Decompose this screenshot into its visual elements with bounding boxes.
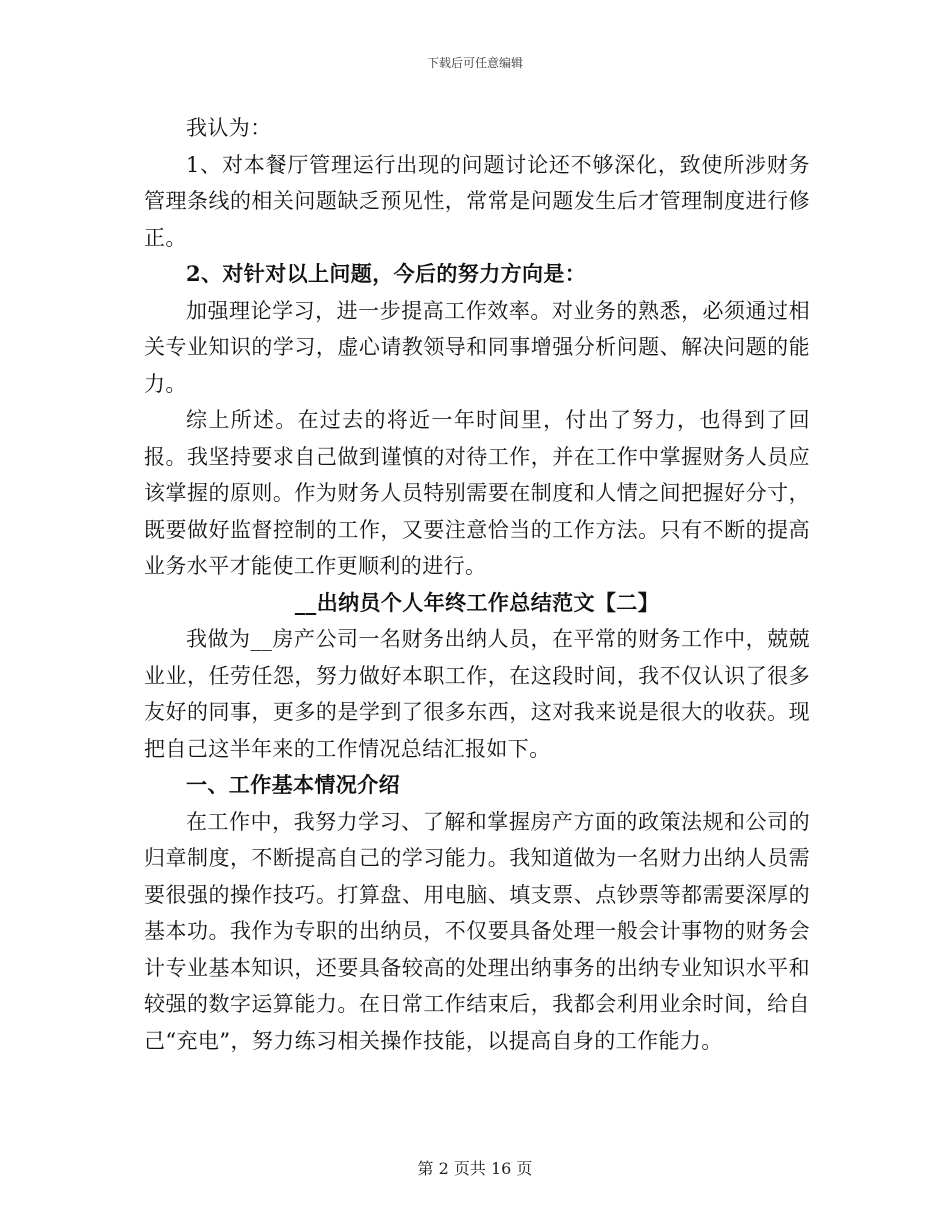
header-note: 下载后可任意编辑 [426, 56, 523, 70]
document-body [144, 110, 810, 1059]
section-title: __出纳员个人年终工作总结范文【二】 [294, 589, 660, 615]
paragraph-issue-1: 1、对本餐厅管理运行出现的问题讨论还不够深化，致使所涉财务管理条线的相关问题缺乏预见性，常常是问题发生后才管理制度进行修正。 [144, 152, 810, 250]
paragraph-improvement: 加强理论学习，进一步提高工作效率。对业务的熟悉，必须通过相关专业知识的学习，虚心请教领导和同事增强分析问题、解决问题的能力。 [144, 298, 810, 396]
paragraph-work-details: 在工作中，我努力学习、了解和掌握房产方面的政策法规和公司的归章制度，不断提高自己的学习能力。我知道做为一名财力出纳人员需要很强的操作技巧。打算盘、用电脑、填支票、点钞票等都需要深厚的基本功。我作为专职的出纳员，不仅要具备处理一般会计事物的财务会计专业基本知识，还要具备较高的处理出纳事务的出纳专业知识水平和较强的数字运算能力。在日常工作结束后，我都会利用业余时间，给自己“充电”，努力练习相关操作技能，以提高自身的工作能力。 [144, 809, 810, 1053]
section-heading-1: 一、工作基本情况介绍 [186, 772, 400, 797]
paragraph-opening: 我做为__房产公司一名财务出纳人员，在平常的财务工作中，兢兢业业，任劳任怨，努力做好本职工作，在这段时间，我不仅认识了很多友好的同事，更多的是学到了很多东西，这对我来说是很大的收获。现把自己这半年来的工作情况总结汇报如下。 [144, 627, 810, 761]
paragraph-intro: 我认为： [186, 116, 272, 140]
page-number: 第 2 页共 16 页 [417, 1159, 533, 1178]
paragraph-issue-2-heading: 2、对针对以上问题，今后的努力方向是： [186, 261, 587, 286]
paragraph-summary: 综上所述。在过去的将近一年时间里，付出了努力，也得到了回报。我坚持要求自己做到谨慎的对待工作，并在工作中掌握财务人员应该掌握的原则。作为财务人员特别需要在制度和人情之间把握好分寸，既要做好监督控制的工作，又要注意恰当的工作方法。只有不断的提高业务水平才能使工作更顺利的进行。 [144, 408, 810, 578]
